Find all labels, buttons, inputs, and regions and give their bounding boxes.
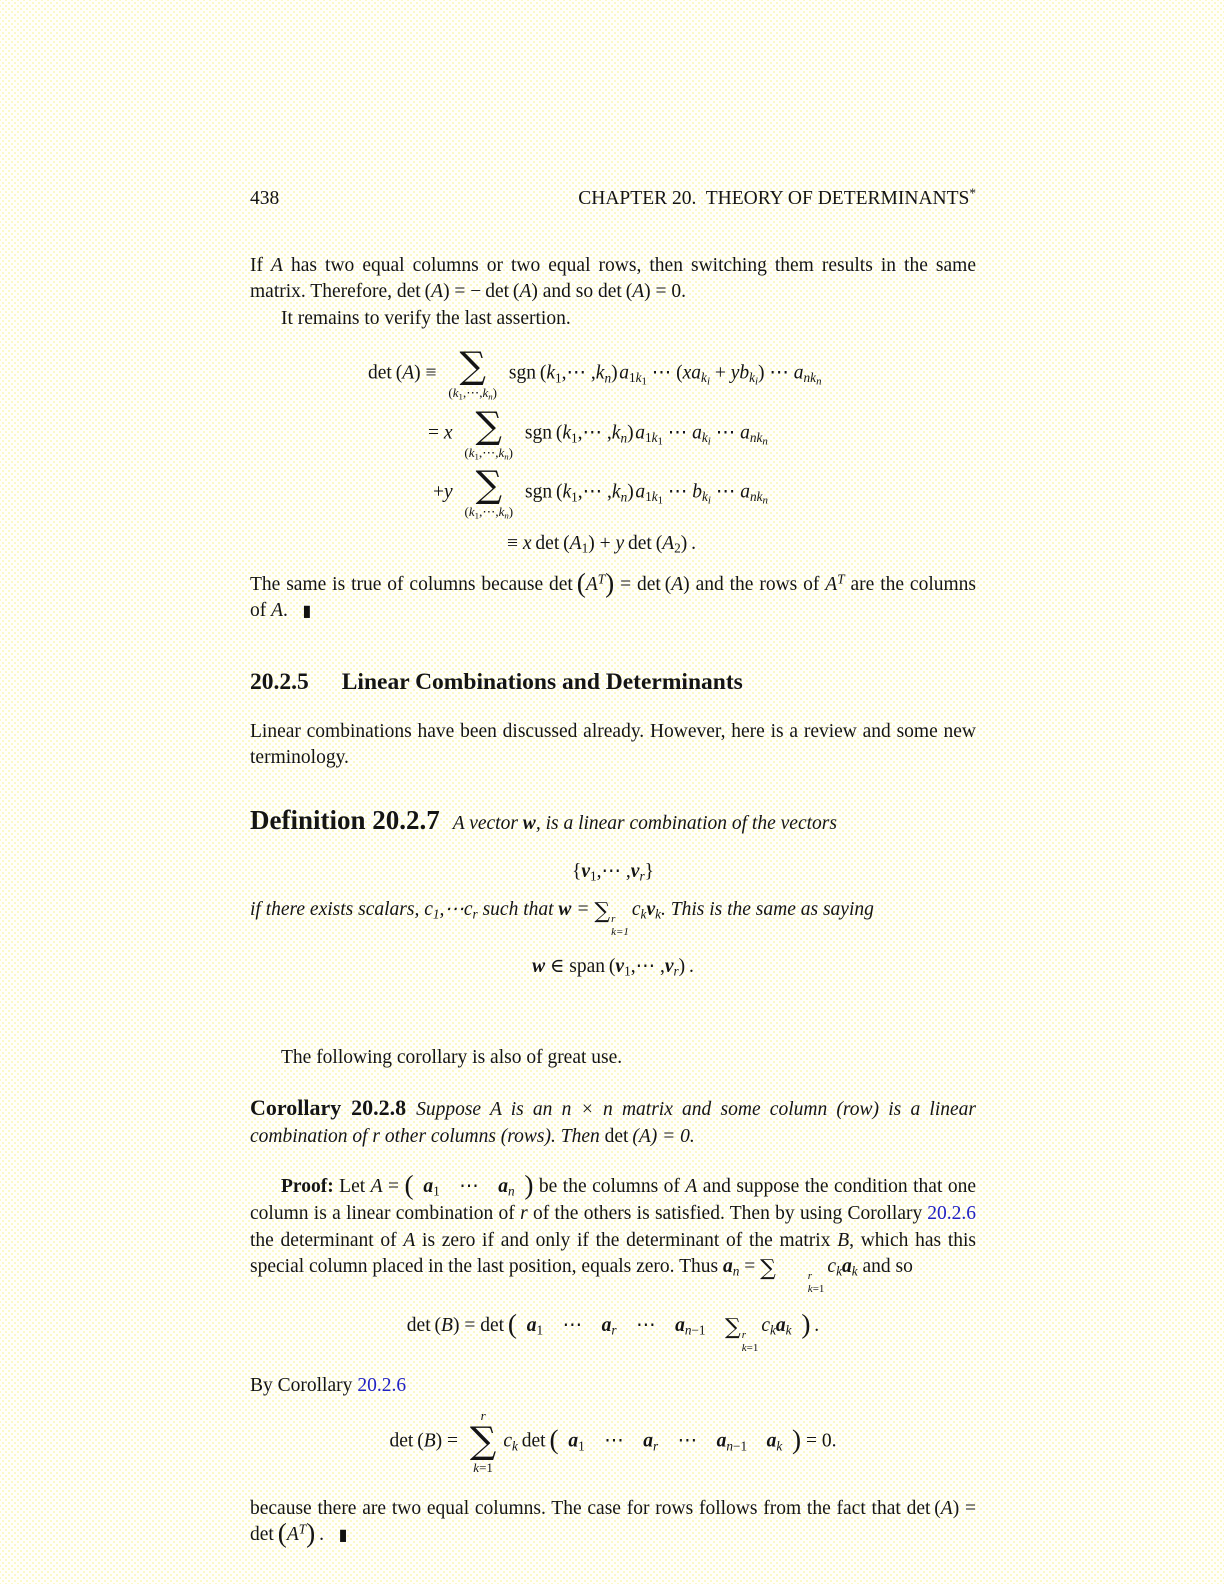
proof-text-1: Proof: Let A = ( $a_1$ ⋯ $a_n$ ) be the columns of A and suppose the condition that one column is a linear combination of r of the others is satisfied. Then by using Corollary xyxy=(250,1170,976,1224)
corollary-20-2-6-link-2[interactable]: 20.2.6 xyxy=(357,1374,407,1396)
corollary-block xyxy=(250,1093,976,1150)
proof-closing: because there are two equal columns. The case for rows follows from the fact that $\det (A) = \det (A^T)$ . ▮ xyxy=(250,1497,976,1549)
chapter-title: CHAPTER 20. THEORY OF DETERMINANTS* xyxy=(578,185,976,209)
section-heading xyxy=(250,667,976,699)
intro-paragraph: If A has two equal columns or two equal rows, then switching them results in the same matrix. Therefore, det (A) = − det (A) and so det (A) = 0. xyxy=(250,254,976,303)
math-line-1: det (A) ≡ ∑ $(k_1,\cdots,k_n)$ sgn ($k_1,\cdots$ $,k_n$) $a_{1k_1}$ ⋯ $(xa_{k_i} + yb_{k_i})$ ⋯ $a_{nk_n}$ xyxy=(368,344,822,402)
det-b-display: det (B) = det ( $a_1$ ⋯ $a_r$ ⋯ $a_{n-1}$ ∑ r k=1 $c_ka_k$ ) . xyxy=(406,1309,820,1354)
section-intro: Linear combinations have been discussed already. However, here is a review and some new terminology. xyxy=(250,720,976,769)
definition-block xyxy=(250,802,976,839)
corollary-heading: Corollary 20.2.8 xyxy=(250,1095,407,1121)
corollary-body: Suppose A is an n × n matrix and some column (row) is a linear combination of r other columns (rows). Then det (A) = 0. xyxy=(250,1099,977,1147)
section-number: 20.2.5 xyxy=(250,668,309,695)
span-display: w ∈ span ($v_1,\cdots$ $,v_r$) . xyxy=(532,956,694,980)
det-b-sum-display: det (B) = r ∑ k=1 $c_k$ det ( $a_1$ ⋯ $a_r$ ⋯ $a_{n-1}$ $a_k$ ) = 0. xyxy=(389,1408,837,1476)
definition-lead: A vector w, is a linear combination of the vectors xyxy=(452,812,837,834)
by-corollary-line xyxy=(250,1373,976,1400)
transpose-note: The same is true of columns because $\det (A^T) = \det (A)$ and the rows of $A^T$ are the columns of A. ▮ xyxy=(250,567,976,622)
definition-heading: Definition 20.2.7 xyxy=(250,804,440,835)
math-line-4: ≡ x $\det (A_1) + y$ $\det (A_2)$ . xyxy=(507,533,697,557)
assertion-line: It remains to verify the last assertion. xyxy=(281,307,571,329)
by-corollary-text: By Corollary xyxy=(250,1374,353,1396)
math-line-3: +y ∑ $(k_1,\cdots,k_n)$ sgn ($k_1,\cdots$ $,k_n$) $a_{1k_1}$ ⋯ $b_{k_i}$ ⋯ $a_{nk_n}$ xyxy=(433,462,768,521)
corollary-20-2-6-link[interactable]: 20.2.6 xyxy=(927,1203,977,1224)
vector-set-display: {$v_1,\cdots$ $,v_r$} xyxy=(572,860,654,884)
determinant-sum-display xyxy=(250,344,976,558)
page-header xyxy=(250,186,976,213)
math-line-2: = x ∑ $(k_1,\cdots,k_n)$ sgn ($k_1,\cdots$ $,k_n$) $a_{1k_1}$ ⋯ $a_{k_i}$ ⋯ $a_{nk_n}$ xyxy=(428,403,768,462)
proof-text-2: the determinant of A is zero if and only if the determinant of the matrix B, which has this special column placed in the last position, equals zero. Thus $a_n$ = ∑ r k=1 $c_ka_k$ and so xyxy=(250,1229,976,1295)
corollary-intro: The following corollary is also of great use. xyxy=(281,1046,623,1068)
page-number: 438 xyxy=(250,188,280,209)
section-title: Linear Combinations and Determinants xyxy=(341,668,743,695)
definition-body: if there exists scalars, $c_1,\cdots c_r$ such that w = ∑ r k=1 $c_kv_k$. This is the same as saying xyxy=(250,899,874,938)
proof-paragraph xyxy=(250,1170,977,1295)
